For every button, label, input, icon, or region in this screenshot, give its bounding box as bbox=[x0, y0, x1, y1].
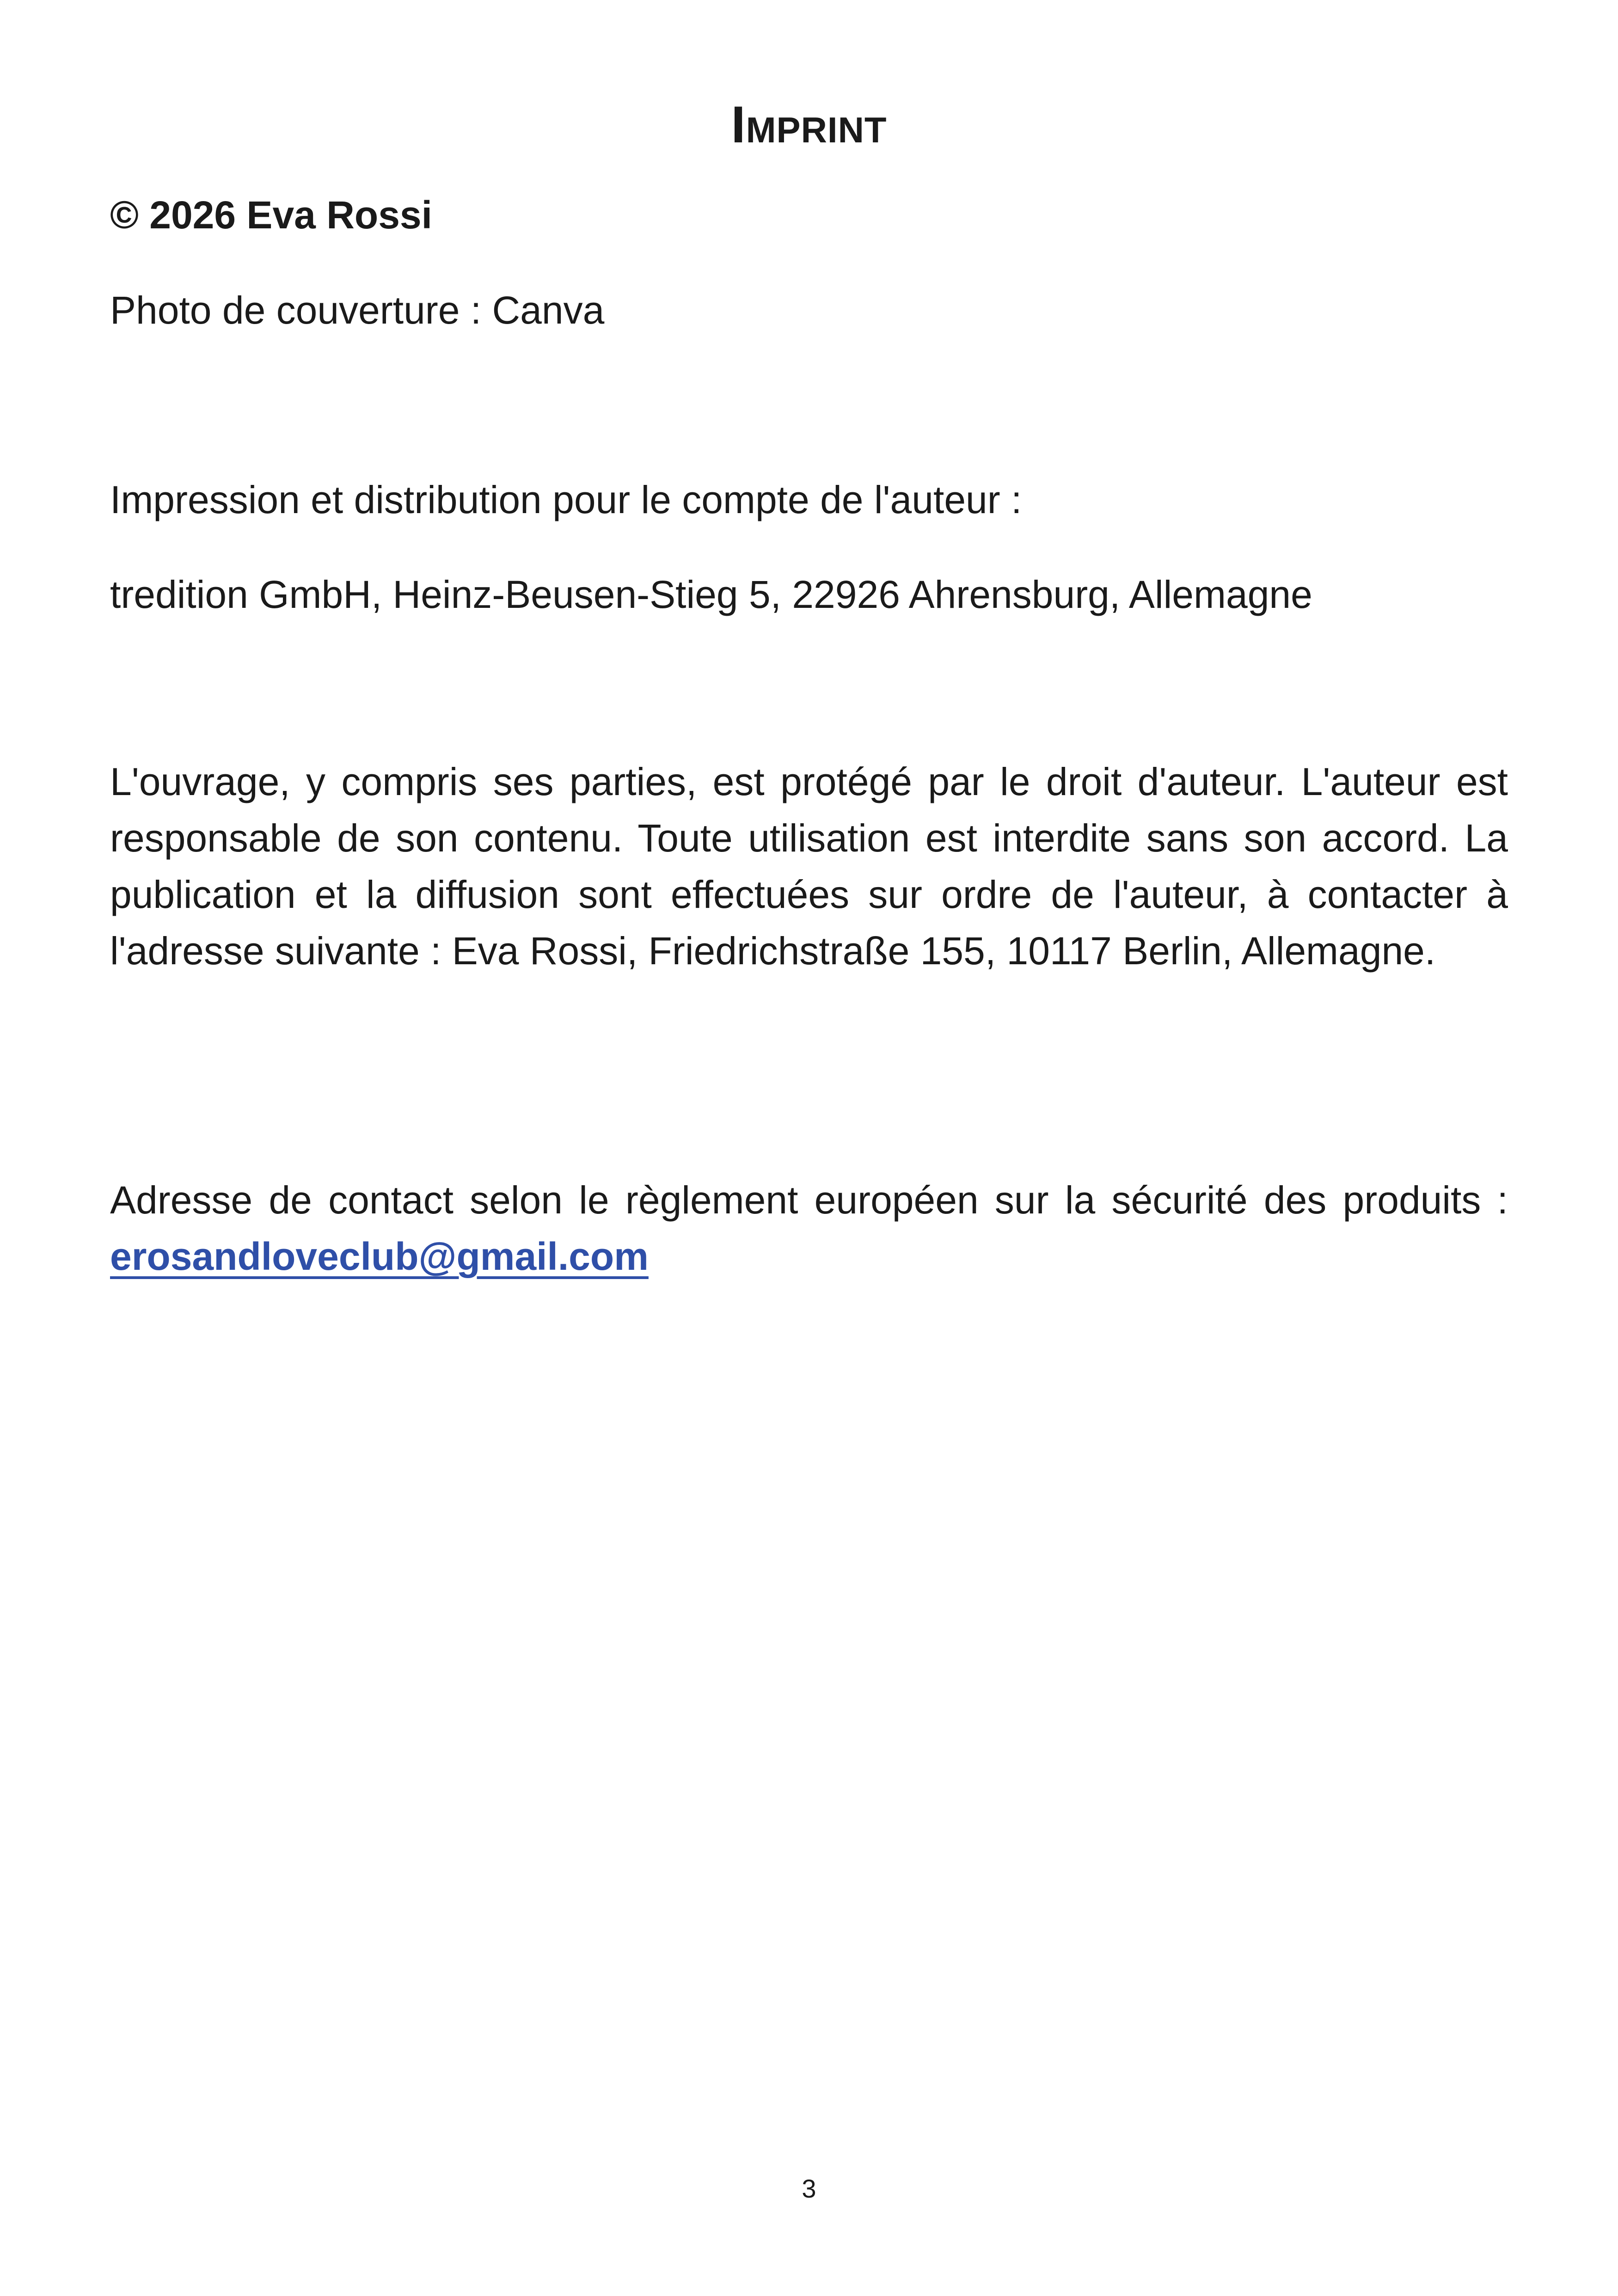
contact-paragraph bbox=[110, 1172, 1508, 1285]
page-title: Imprint bbox=[731, 96, 887, 153]
contact-email-link[interactable]: erosandloveclub@gmail.com bbox=[110, 1235, 649, 1278]
page-number: 3 bbox=[802, 2174, 816, 2203]
contact-text: Adresse de contact selon le règlement européen sur la sécurité des produits : bbox=[110, 1178, 1508, 1222]
copyright-line: © 2026 Eva Rossi bbox=[110, 193, 432, 237]
rights-paragraph: L'ouvrage, y compris ses parties, est protégé par le droit d'auteur. L'auteur est responsable de son contenu. Toute utilisation est interdite sans son accord. La publication et la diffusion sont effectuées sur ordre de l'auteur, à contacter à l'adresse suivante : Eva Rossi, Friedrichstraße 155, 10117 Berlin, Allemagne. bbox=[110, 760, 1508, 973]
printing-label: Impression et distribution pour le compte de l'auteur : bbox=[110, 478, 1022, 521]
cover-photo-credit: Photo de couverture : Canva bbox=[110, 288, 605, 332]
printer-address: tredition GmbH, Heinz-Beusen-Stieg 5, 22926 Ahrensburg, Allemagne bbox=[110, 573, 1312, 616]
